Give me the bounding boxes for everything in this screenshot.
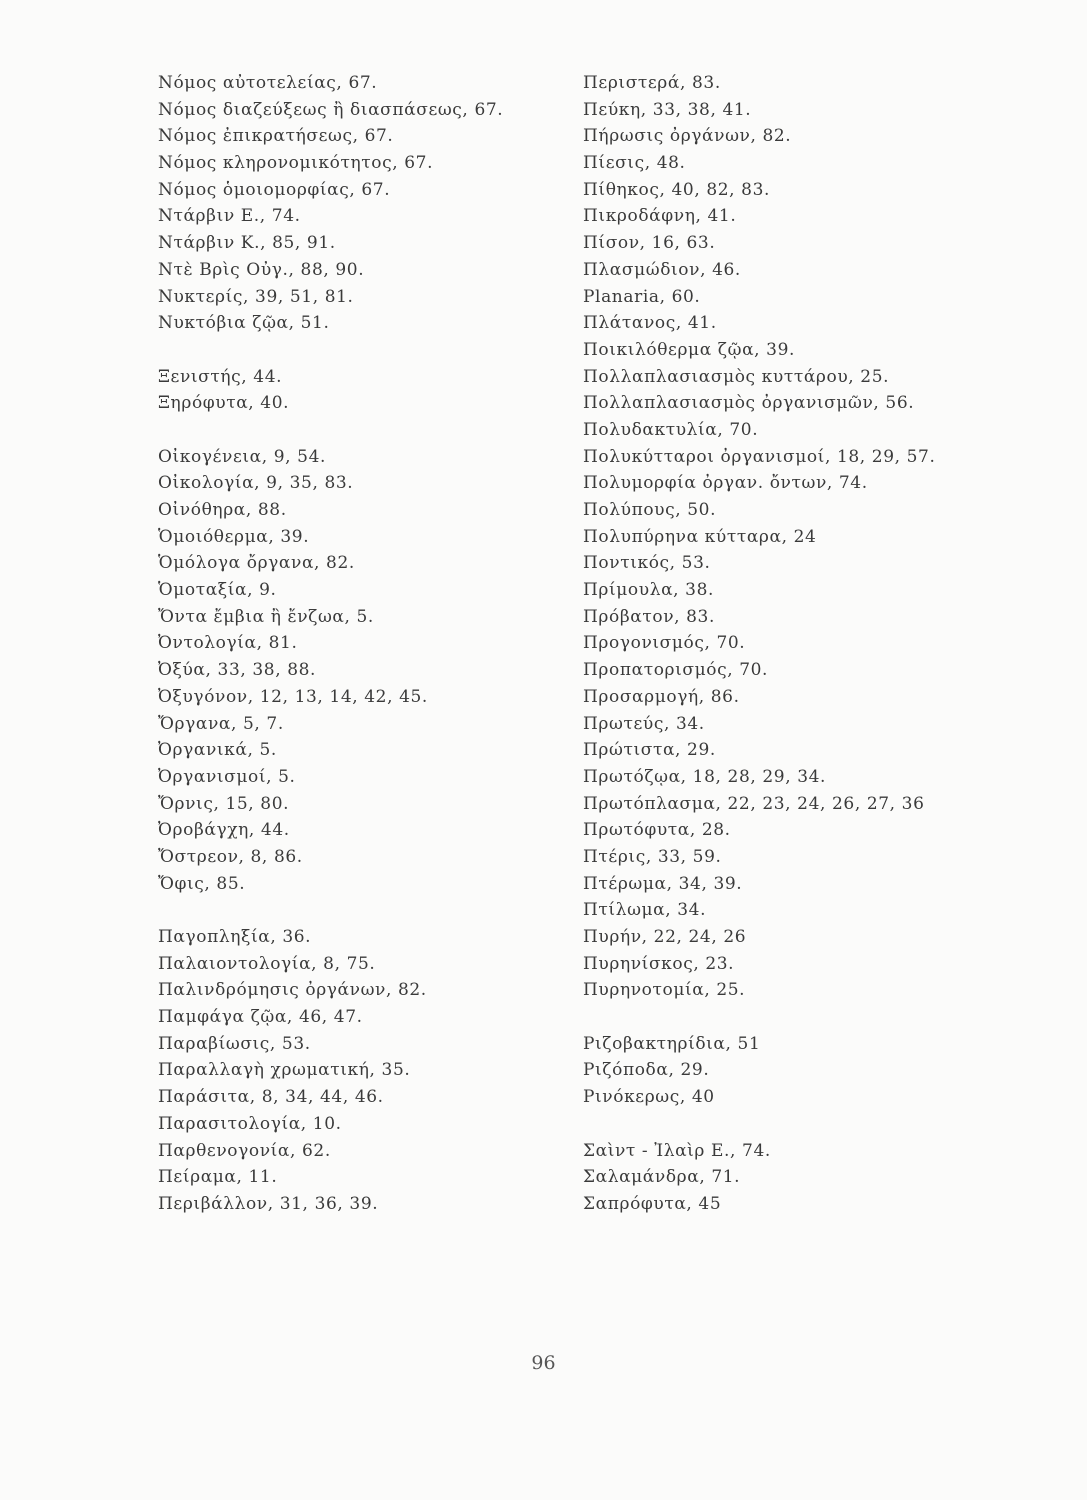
index-entry: Ὄντα ἔμβια ἢ ἔνζωα, 5. [158,606,374,627]
index-entry: Ριζόποδα, 29. [583,1060,710,1081]
index-entry: Ὄρνις, 15, 80. [158,793,290,814]
index-entry: Πολυδακτυλία, 70. [583,419,759,440]
index-entry: Πρωτόζῳα, 18, 28, 29, 34. [583,766,827,787]
index-entry: Πλασμώδιον, 46. [583,259,741,280]
index-entry: Νόμος αὐτοτελείας, 67. [158,73,378,93]
index-entry: Περιστερά, 83. [583,73,721,93]
index-entry: Ὀργανικά, 5. [158,740,277,761]
index-entry: Ὁμοιόθερμα, 39. [158,526,310,547]
index-entry: Νόμος ἐπικρατήσεως, 67. [158,126,394,147]
index-entry: Ρινόκερως, 40 [583,1087,715,1108]
index-entry: Νόμος ὁμοιομορφίας, 67. [158,179,391,200]
page-number: 96 [531,1352,556,1374]
index-entry: Ριζοβακτηρίδια, 51 [583,1033,761,1054]
index-entry: Προγονισμός, 70. [583,633,746,654]
section-gap [158,337,558,364]
index-entry: Ντάρβιν Κ., 85, 91. [158,233,336,254]
index-entry: Ὁμόλογα ὄργανα, 82. [158,553,355,574]
index-entry: Πολύπους, 50. [583,500,717,520]
index-entry: Πυρηνίσκος, 23. [583,953,735,974]
reverse-side-bleed-through [575,70,580,97]
index-entry: Παραλλαγὴ χρωματική, 35. [158,1060,411,1081]
index-entry: Προσαρμογή, 86. [583,686,740,707]
index-entry: Πτέρις, 33, 59. [583,846,722,867]
index-entry: Ὄφις, 85. [158,873,246,894]
index-entry: Πίθηκος, 40, 82, 83. [583,179,771,200]
index-entry: Πολλαπλασιασμὸς ὀργανισμῶν, 56. [583,393,915,414]
index-entry: Πήρωσις ὀργάνων, 82. [583,126,792,147]
left-index-column [158,70,558,1218]
index-entry: Παρασιτολογία, 10. [158,1113,342,1134]
index-entry: Νυκτερίς, 39, 51, 81. [158,286,354,307]
index-entry: Planaria, 60. [583,286,701,307]
index-entry: Πολλαπλασιασμὸς κυττάρου, 25. [583,366,890,387]
index-entry: Πείραμα, 11. [158,1167,278,1188]
index-entry: Πρωτόπλασμα, 22, 23, 24, 26, 27, 36 [583,793,925,814]
section-gap [158,897,558,924]
index-entry: Πυρήν, 22, 24, 26 [583,927,747,947]
right-index-column [583,70,1023,1218]
index-entry: Πρωτεύς, 34. [583,713,705,734]
index-entry: Ὀξύα, 33, 38, 88. [158,660,317,681]
index-entry: Ὀξυγόνον, 12, 13, 14, 42, 45. [158,686,428,707]
index-entry: Πολυπύρηνα κύτταρα, 24 [583,526,817,547]
index-entry: Πρωτόφυτα, 28. [583,820,731,841]
index-entry: Πυρηνοτομία, 25. [583,980,746,1001]
index-entry: Πολυμορφία ὀργαν. ὄντων, 74. [583,473,868,494]
index-entry: Πρόβατον, 83. [583,606,715,627]
index-entry: Σαλαμάνδρα, 71. [583,1167,741,1188]
index-entry: Ὄργανα, 5, 7. [158,713,284,734]
section-gap [158,417,558,444]
index-entry: Ντὲ Βρὶς Οὐγ., 88, 90. [158,259,365,280]
index-entry: Πρώτιστα, 29. [583,740,716,761]
index-entry: Πρίμουλα, 38. [583,580,715,601]
index-entry: Ποικιλόθερμα ζῷα, 39. [583,339,795,360]
index-entry: Οἰνόθηρα, 88. [158,500,287,520]
index-entry: Πλάτανος, 41. [583,313,717,334]
index-entry: Περιβάλλον, 31, 36, 39. [158,1193,379,1214]
index-entry: Οἰκογένεια, 9, 54. [158,446,326,467]
index-entry: Ὄστρεον, 8, 86. [158,846,303,867]
index-entry: Πτέρωμα, 34, 39. [583,873,743,894]
index-entry: Πίεσις, 48. [583,153,686,174]
index-entry: Ὀργανισμοί, 5. [158,766,296,787]
index-entry: Πικροδάφνη, 41. [583,206,737,227]
index-entry: Ὀντολογία, 81. [158,633,298,654]
index-entry: Προπατορισμός, 70. [583,660,769,681]
index-entry: Παραβίωσις, 53. [158,1033,311,1054]
index-entry: Σαὶντ - Ἰλαὶρ Ε., 74. [583,1140,771,1161]
index-entry: Οἰκολογία, 9, 35, 83. [158,473,354,494]
index-entry: Ὀροβάγχη, 44. [158,820,290,841]
index-entry: Πολυκύτταροι ὀργανισμοί, 18, 29, 57. [583,446,936,467]
index-entry: Πεύκη, 33, 38, 41. [583,99,752,120]
index-entry: Παλινδρόμησις ὀργάνων, 82. [158,980,427,1001]
index-entry: Νόμος διαζεύξεως ἢ διασπάσεως, 67. [158,99,504,120]
index-entry: Πτίλωμα, 34. [583,900,707,921]
index-entry: Νόμος κληρονομικότητος, 67. [158,153,434,174]
index-entry: Ποντικός, 53. [583,553,711,574]
index-entry: Παμφάγα ζῷα, 46, 47. [158,1007,363,1028]
section-gap [583,1111,1023,1138]
index-entry: Ντάρβιν Ε., 74. [158,206,301,227]
index-entry: Ξηρόφυτα, 40. [158,393,290,414]
index-entry: Ξενιστής, 44. [158,366,283,387]
index-entry: Πίσον, 16, 63. [583,233,716,254]
index-entry: Παλαιοντολογία, 8, 75. [158,953,376,974]
index-entry: Νυκτόβια ζῷα, 51. [158,313,330,334]
index-entry: Σαπρόφυτα, 45 [583,1193,722,1214]
section-gap [583,1004,1023,1031]
index-entry: Παρθενογονία, 62. [158,1140,331,1161]
index-entry: Ὁμοταξία, 9. [158,580,277,601]
index-entry: Παγοπληξία, 36. [158,927,312,947]
index-entry: Παράσιτα, 8, 34, 44, 46. [158,1087,384,1108]
